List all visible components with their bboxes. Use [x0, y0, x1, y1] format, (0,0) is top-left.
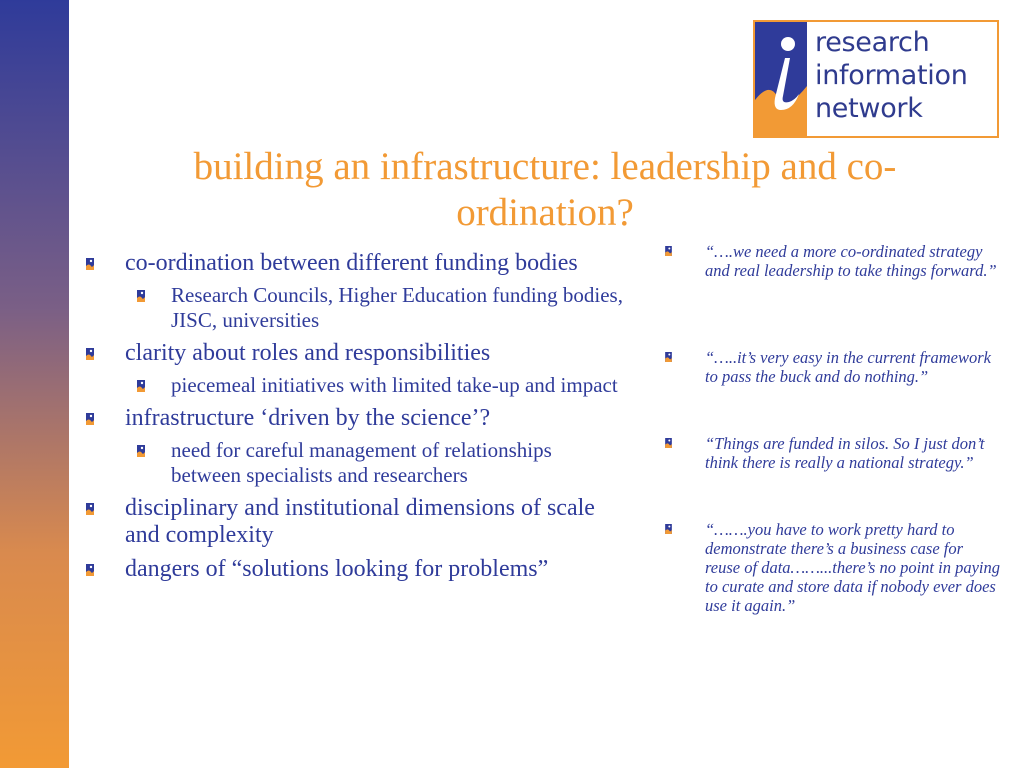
- bullet-text: co-ordination between different funding bodies: [125, 250, 578, 276]
- bullet-icon: [665, 246, 672, 256]
- bullet-icon: [137, 445, 145, 457]
- quote-text: “…..it’s very easy in the current framework to pass the buck and do nothing.”: [705, 348, 991, 386]
- bullet-text: dangers of “solutions looking for problems”: [125, 556, 549, 582]
- quote-item: [660, 520, 1000, 615]
- bullet-text: clarity about roles and responsibilities: [125, 340, 491, 366]
- bullet-item: [83, 495, 623, 549]
- bullet-icon: [137, 290, 145, 302]
- bullet-item: [83, 250, 623, 277]
- logo-line-2: information: [815, 60, 968, 91]
- bullet-icon: [665, 438, 672, 448]
- slide-title: building an infrastructure: leadership and co-ordination?: [193, 145, 897, 234]
- bullet-text: infrastructure ‘driven by the science’?: [125, 405, 491, 431]
- bullet-icon: [665, 524, 672, 534]
- decorative-side-bar: [0, 0, 69, 768]
- logo-wordmark: [807, 22, 997, 136]
- sub-bullet-item: [83, 373, 623, 398]
- quote-text: “….we need a more co-ordinated strategy and real leadership to take things forward.”: [705, 242, 997, 280]
- quote-item: [660, 348, 1000, 386]
- bullet-icon: [86, 413, 94, 425]
- quote-item: [660, 242, 1000, 280]
- logo-line-3: network: [815, 93, 923, 124]
- bullet-icon: [86, 258, 94, 270]
- bullet-item: [83, 340, 623, 367]
- bullet-icon: [665, 352, 672, 362]
- bullet-icon: [86, 564, 94, 576]
- logo-line-1: research: [815, 27, 930, 58]
- bullet-icon: [137, 380, 145, 392]
- sub-bullet-item: [83, 438, 623, 488]
- bullet-item: [83, 556, 623, 583]
- quote-text: “…….you have to work pretty hard to demonstrate there’s a business case for reuse of data……...there’s no point in paying to curate and store data if nobody ever does use it again.”: [705, 520, 1001, 615]
- bullet-item: [83, 405, 623, 432]
- bullet-text: disciplinary and institutional dimensions of scale and complexity: [125, 495, 595, 548]
- bullet-icon: [86, 348, 94, 360]
- quote-item: [660, 434, 1000, 472]
- sub-bullet-text: need for careful management of relationships between specialists and researchers: [171, 438, 552, 487]
- quote-text: “Things are funded in silos. So I just don’t think there is really a national strategy.”: [705, 434, 985, 472]
- sub-bullet-item: [83, 283, 623, 333]
- sub-bullet-text: piecemeal initiatives with limited take-up and impact: [171, 373, 618, 397]
- sub-bullet-text: Research Councils, Higher Education funding bodies, JISC, universities: [171, 283, 623, 332]
- left-bullet-list: [83, 250, 623, 583]
- rin-logo: [753, 20, 999, 138]
- bullet-icon: [86, 503, 94, 515]
- logo-i-mark-icon: [755, 22, 807, 136]
